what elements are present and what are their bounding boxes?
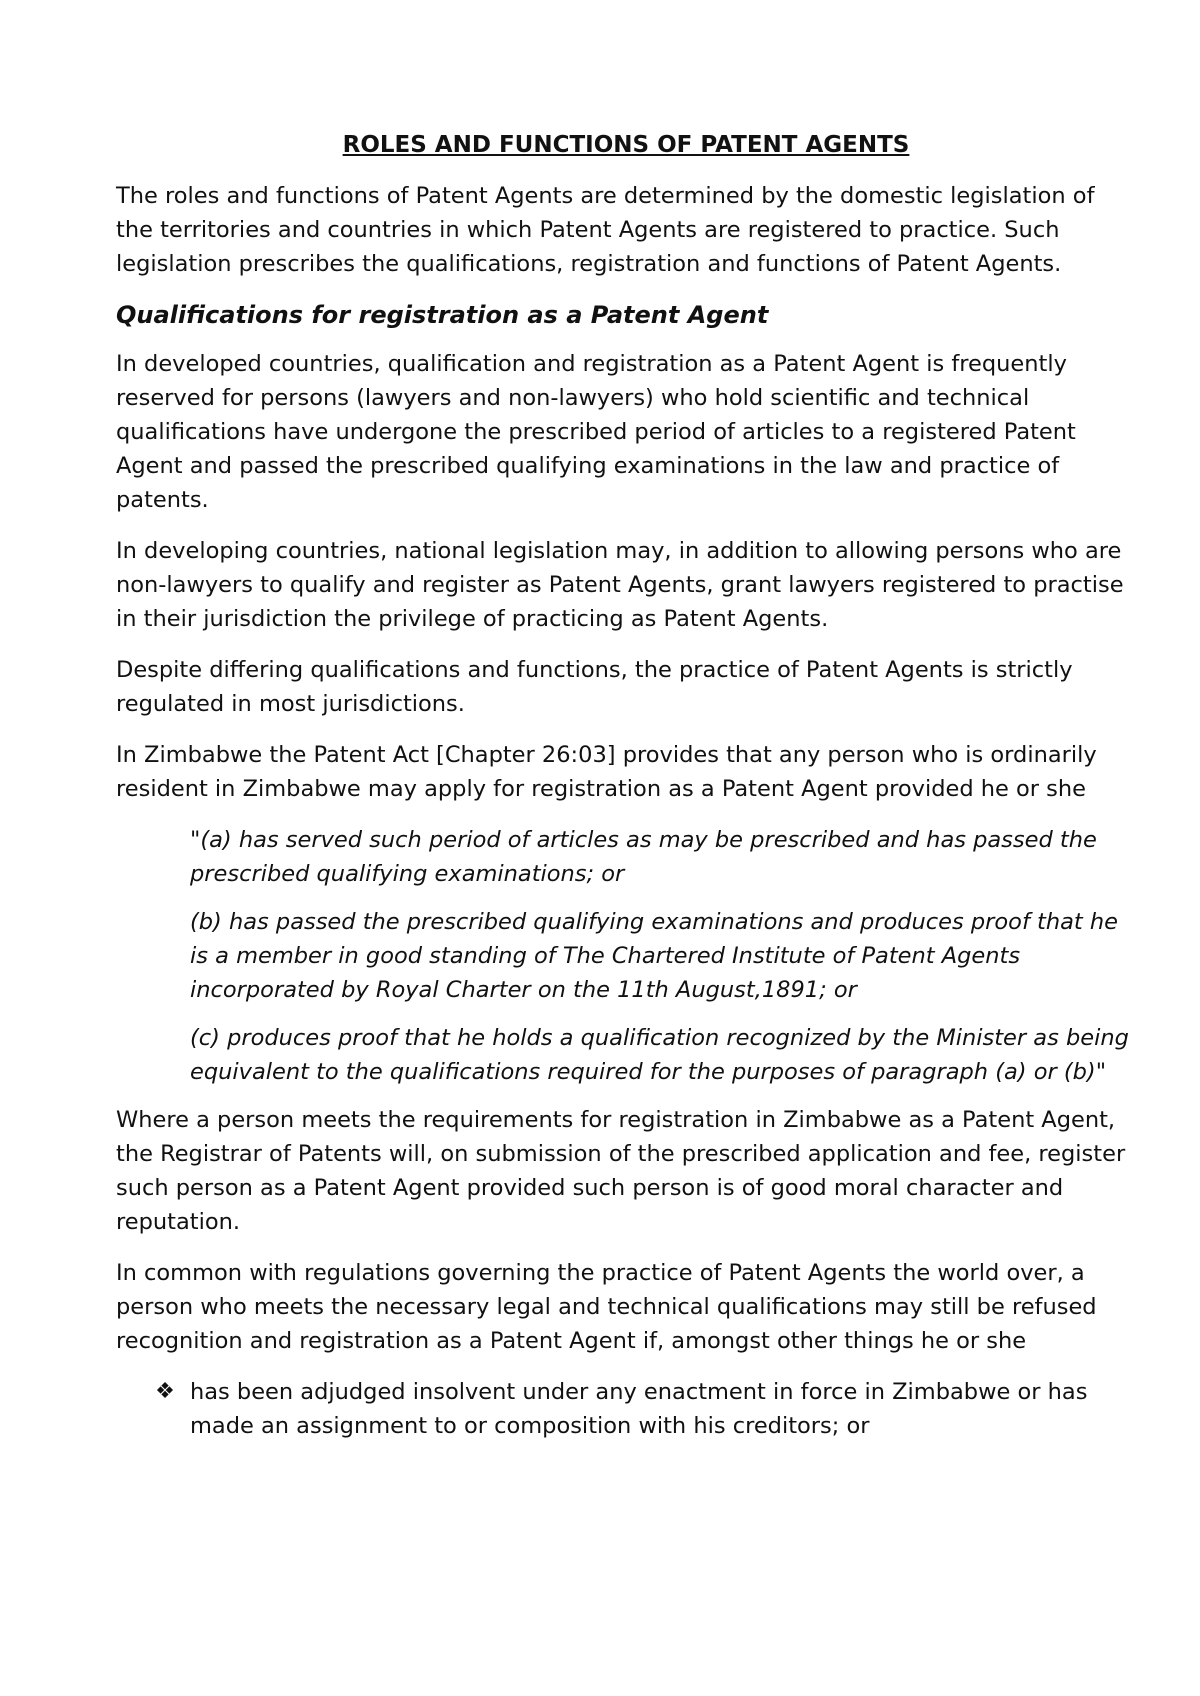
body-paragraph: Where a person meets the requirements for registration in Zimbabwe as a Patent Agent, the Registrar of Patents will, on submission of the prescribed application and fee, register such person as a Patent Agent provided such person is of good moral character and reputation. — [116, 1107, 1126, 1235]
body-paragraph: In developing countries, national legislation may, in addition to allowing persons who are non-lawyers to qualify and register as Patent Agents, grant lawyers registered to practise in their jurisdiction the privilege of practicing as Patent Agents. — [116, 538, 1124, 632]
document-body — [116, 128, 1136, 1443]
list-item — [116, 1375, 1136, 1443]
body-paragraph: Despite differing qualifications and functions, the practice of Patent Agents is strictly regulated in most jurisdictions. — [116, 657, 1073, 717]
section-heading: Qualifications for registration as a Patent Agent — [116, 301, 769, 329]
body-paragraph: In Zimbabwe the Patent Act [Chapter 26:03] provides that any person who is ordinarily resident in Zimbabwe may apply for registration as a Patent Agent provided he or she — [116, 742, 1097, 802]
diamond-bullet-icon: ❖ — [155, 1379, 175, 1404]
statute-quote-a: "(a) has served such period of articles as may be prescribed and has passed the prescribed qualifying examinations; or — [190, 827, 1097, 887]
statute-quote-b: (b) has passed the prescribed qualifying examinations and produces proof that he is a member in good standing of The Chartered Institute of Patent Agents incorporated by Royal Charter on the 11th August,1891; or — [190, 909, 1118, 1003]
bullet-list — [116, 1375, 1136, 1443]
statute-quote-c: (c) produces proof that he holds a qualification recognized by the Minister as being equivalent to the qualifications required for the purposes of paragraph (a) or (b)" — [190, 1025, 1129, 1085]
list-item-text: has been adjudged insolvent under any enactment in force in Zimbabwe or has made an assignment to or composition with his creditors; or — [190, 1379, 1088, 1439]
body-paragraph: In common with regulations governing the practice of Patent Agents the world over, a person who meets the necessary legal and technical qualifications may still be refused recognition and registration as a Patent Agent if, amongst other things he or she — [116, 1260, 1097, 1354]
body-paragraph: In developed countries, qualification and registration as a Patent Agent is frequently reserved for persons (lawyers and non-lawyers) who hold scientific and technical qualifications have undergone the prescribed period of articles to a registered Patent Agent and passed the prescribed qualifying examinations in the law and practice of patents. — [116, 351, 1076, 513]
intro-paragraph: The roles and functions of Patent Agents are determined by the domestic legislation of the territories and countries in which Patent Agents are registered to practice. Such legislation prescribes the qualifications, registration and functions of Patent Agents. — [116, 183, 1095, 277]
document-title: ROLES AND FUNCTIONS OF PATENT AGENTS — [342, 132, 910, 158]
